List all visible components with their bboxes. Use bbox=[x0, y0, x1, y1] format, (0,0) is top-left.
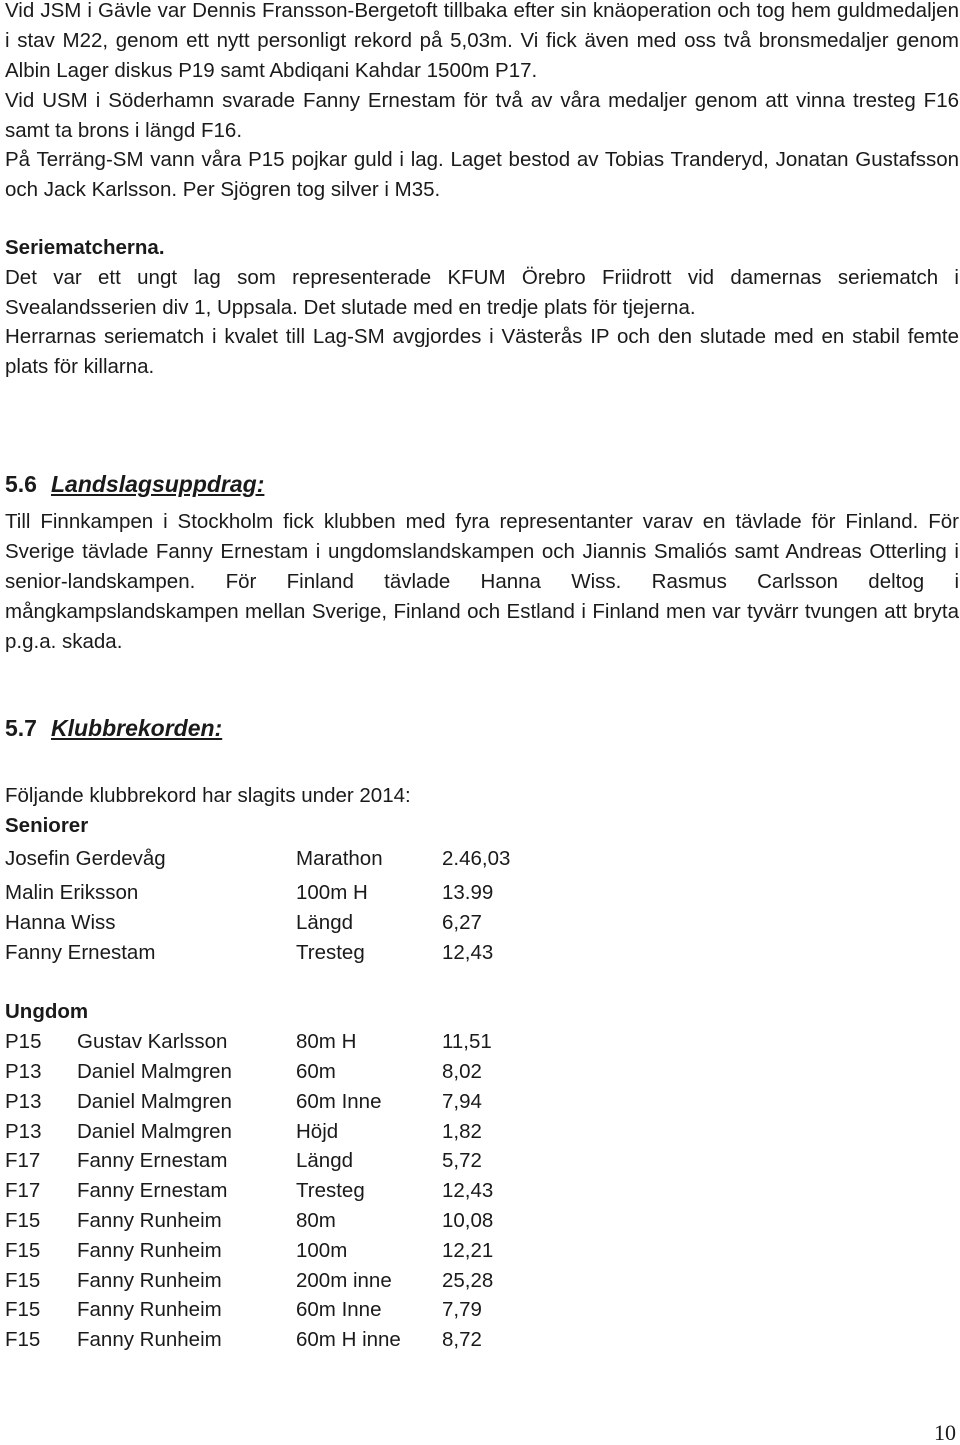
age-class: P15 bbox=[5, 1030, 42, 1053]
event: 60m Inne bbox=[296, 1298, 382, 1321]
records-intro: Följande klubbrekord har slagits under 2014: bbox=[5, 784, 411, 807]
age-class: F15 bbox=[5, 1209, 41, 1232]
result: 12,21 bbox=[442, 1239, 494, 1262]
terrang-sm-paragraph: På Terräng-SM vann våra P15 pojkar guld i lag. Laget bestod av Tobias Tranderyd, Jonatan Gustafsson och Jack Karlsson. Per Sjögren tog silver i M35. bbox=[5, 148, 959, 201]
event: 60m H inne bbox=[296, 1328, 401, 1351]
athlete-name: Josefin Gerdevåg bbox=[5, 847, 166, 870]
seriematcher-men-paragraph: Herrarnas seriematch i kvalet till Lag-SM avgjordes i Västerås IP och den slutade med en stabil femte plats för killarna. bbox=[5, 325, 959, 378]
athlete-name: Fanny Runheim bbox=[77, 1269, 222, 1292]
athlete-name: Daniel Malmgren bbox=[77, 1060, 232, 1083]
section-5-6-heading bbox=[5, 469, 264, 499]
youth-label: Ungdom bbox=[5, 1000, 89, 1023]
seriematcher-women-paragraph: Det var ett ungt lag som representerade KFUM Örebro Friidrott vid damernas seriematch i Svealandsserien div 1, Uppsala. Det slutade med en tredje plats för tjejerna. bbox=[5, 266, 959, 319]
age-class: P13 bbox=[5, 1090, 42, 1113]
event: Marathon bbox=[296, 847, 383, 870]
event: 100m H bbox=[296, 881, 368, 904]
result: 6,27 bbox=[442, 911, 482, 934]
event: Tresteg bbox=[296, 1179, 365, 1202]
event: Tresteg bbox=[296, 941, 365, 964]
event: 100m bbox=[296, 1239, 348, 1262]
event: 80m bbox=[296, 1209, 336, 1232]
athlete-name: Daniel Malmgren bbox=[77, 1090, 232, 1113]
event: Längd bbox=[296, 911, 354, 934]
athlete-name: Fanny Ernestam bbox=[77, 1179, 228, 1202]
result: 12,43 bbox=[442, 1179, 494, 1202]
event: 200m inne bbox=[296, 1269, 392, 1292]
result: 25,28 bbox=[442, 1269, 494, 1292]
athlete-name: Daniel Malmgren bbox=[77, 1120, 232, 1143]
result: 12,43 bbox=[442, 941, 494, 964]
event: Längd bbox=[296, 1149, 354, 1172]
seniors-label: Seniorer bbox=[5, 814, 89, 837]
age-class: F17 bbox=[5, 1149, 41, 1172]
event: 60m Inne bbox=[296, 1090, 382, 1113]
athlete-name: Fanny Runheim bbox=[77, 1298, 222, 1321]
age-class: F17 bbox=[5, 1179, 41, 1202]
event: 80m H bbox=[296, 1030, 357, 1053]
seriematcher-heading: Seriematcherna. bbox=[5, 236, 165, 259]
result: 10,08 bbox=[442, 1209, 494, 1232]
age-class: F15 bbox=[5, 1328, 41, 1351]
usm-paragraph: Vid USM i Söderhamn svarade Fanny Ernestam för två av våra medaljer genom att vinna tresteg F16 samt ta brons i längd F16. bbox=[5, 89, 959, 142]
section-number: 5.7 bbox=[5, 715, 37, 741]
section-title: Landslagsuppdrag: bbox=[50, 471, 265, 497]
age-class: P13 bbox=[5, 1120, 42, 1143]
result: 2.46,03 bbox=[442, 847, 511, 870]
section-5-7-heading bbox=[5, 713, 222, 743]
page-number: 10 bbox=[934, 1420, 956, 1445]
athlete-name: Fanny Runheim bbox=[77, 1209, 222, 1232]
age-class: F15 bbox=[5, 1298, 41, 1321]
event: Höjd bbox=[296, 1120, 339, 1143]
result: 7,94 bbox=[442, 1090, 482, 1113]
section-number: 5.6 bbox=[5, 471, 37, 497]
result: 8,72 bbox=[442, 1328, 482, 1351]
result: 7,79 bbox=[442, 1298, 482, 1321]
athlete-name: Hanna Wiss bbox=[5, 911, 116, 934]
result: 13.99 bbox=[442, 881, 494, 904]
age-class: F15 bbox=[5, 1239, 41, 1262]
result: 8,02 bbox=[442, 1060, 482, 1083]
athlete-name: Gustav Karlsson bbox=[77, 1030, 228, 1053]
age-class: F15 bbox=[5, 1269, 41, 1292]
athlete-name: Fanny Runheim bbox=[77, 1328, 222, 1351]
athlete-name: Fanny Runheim bbox=[77, 1239, 222, 1262]
result: 5,72 bbox=[442, 1149, 482, 1172]
athlete-name: Fanny Ernestam bbox=[5, 941, 156, 964]
result: 11,51 bbox=[442, 1030, 492, 1053]
landslag-paragraph: Till Finnkampen i Stockholm fick klubben med fyra representanter varav en tävlade för Finland. För Sverige tävlade Fanny Ernestam i ungdomslandskampen och Jiannis Smaliós samt Andreas Otterling i senior-landskampen. För Finland tävlade Hanna Wiss. Rasmus Carlsson deltog i mångkampslandskampen mellan Sverige, Finland och Estland i Finland men var tyvärr tvungen att bryta p.g.a. skada. bbox=[5, 510, 959, 653]
jsm-paragraph: Vid JSM i Gävle var Dennis Fransson-Bergetoft tillbaka efter sin knäoperation och tog hem guldmedaljen i stav M22, genom ett nytt personligt rekord på 5,03m. Vi fick även med oss två bronsmedaljer genom Albin Lager diskus P19 samt Abdiqani Kahdar 1500m P17. bbox=[5, 0, 959, 82]
result: 1,82 bbox=[442, 1120, 482, 1143]
age-class: P13 bbox=[5, 1060, 42, 1083]
athlete-name: Fanny Ernestam bbox=[77, 1149, 228, 1172]
event: 60m bbox=[296, 1060, 336, 1083]
section-title: Klubbrekorden: bbox=[50, 715, 223, 741]
athlete-name: Malin Eriksson bbox=[5, 881, 139, 904]
